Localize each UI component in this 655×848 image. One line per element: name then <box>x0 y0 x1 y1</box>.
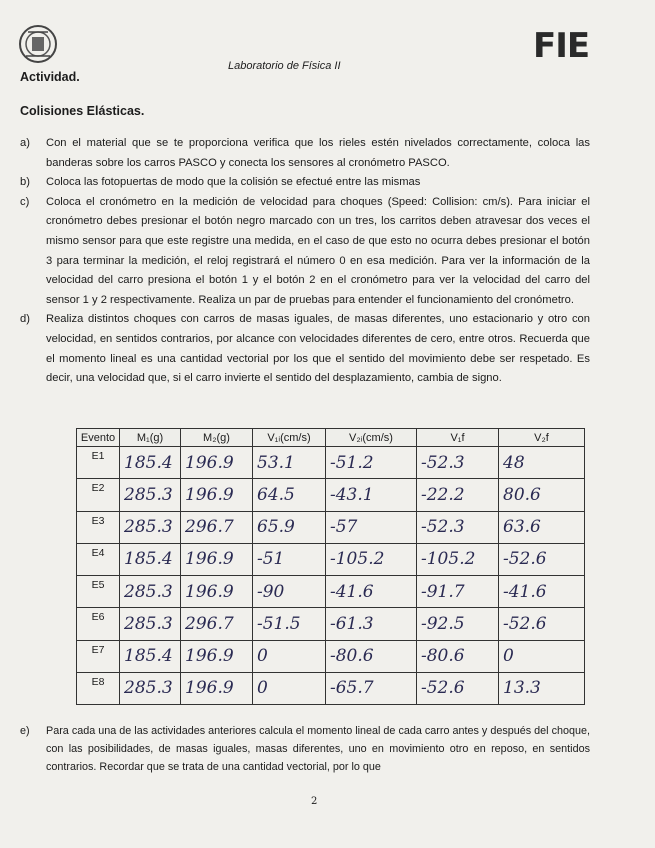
value-cell: -52.6 <box>499 608 585 640</box>
item-text: Coloca las fotopuertas de modo que la colisión se efectué entre las mismas <box>46 176 421 189</box>
table-row <box>77 672 585 704</box>
collision-data-table <box>76 428 585 705</box>
item-text: Para cada una de las actividades anteriores calcula el momento lineal de cada carro antes y después del choque, con las posibilidades, de masas iguales, masas diferentes, uno en movimiento otro en reposo, en sentidos contrarios. Recordar que se trata de una cantidad vectorial, por lo que <box>46 725 590 774</box>
table-row <box>77 543 585 575</box>
value-cell: -43.1 <box>326 479 417 511</box>
value-cell: 196.9 <box>181 640 253 672</box>
value-cell: 196.9 <box>181 543 253 575</box>
value-cell: -52.6 <box>499 543 585 575</box>
value-cell: 48 <box>499 447 585 479</box>
value-cell: 65.9 <box>253 511 326 543</box>
value-cell: 285.3 <box>120 576 181 608</box>
fie-logo-text: FIE <box>533 26 590 66</box>
value-cell: 185.4 <box>120 640 181 672</box>
list-item <box>20 134 590 173</box>
event-cell: E7 <box>77 640 120 672</box>
item-label: d) <box>20 313 30 326</box>
value-cell: -51 <box>253 543 326 575</box>
value-cell: 285.3 <box>120 608 181 640</box>
item-text: Con el material que se te proporciona verifica que los rieles estén nivelados correctamente, coloca las banderas sobre los carros PASCO y conecta los sensores al cronómetro PASCO. <box>46 137 590 169</box>
column-header: Evento <box>77 429 120 447</box>
value-cell: 185.4 <box>120 447 181 479</box>
value-cell: 0 <box>253 672 326 704</box>
table-row <box>77 576 585 608</box>
value-cell: -92.5 <box>417 608 499 640</box>
value-cell: 185.4 <box>120 543 181 575</box>
item-e <box>20 722 590 777</box>
value-cell: 196.9 <box>181 576 253 608</box>
university-seal-icon <box>18 24 58 64</box>
item-label: a) <box>20 137 30 149</box>
value-cell: 0 <box>499 640 585 672</box>
item-text: Realiza distintos choques con carros de masas iguales, de masas diferentes, uno estacionario y otro con velocidad, en sentidos contrarios, por alcance con velocidades diferentes de cero, entre otros. Recuerda que el momento lineal es una cantidad vectorial por los que el sentido del movimiento debe ser respetado. Es decir, una velocidad que, si el carro invierte el sentido del desplazamiento, cambia de signo. <box>46 313 590 385</box>
table-row <box>77 447 585 479</box>
value-cell: -80.6 <box>417 640 499 672</box>
value-cell: 285.3 <box>120 479 181 511</box>
value-cell: -41.6 <box>326 576 417 608</box>
item-label: c) <box>20 195 30 208</box>
column-header: V₁ᵢ(cm/s) <box>253 429 326 447</box>
fie-logo <box>533 24 593 68</box>
value-cell: 64.5 <box>253 479 326 511</box>
event-cell: E8 <box>77 672 120 704</box>
column-header: V₂f <box>499 429 585 447</box>
activity-heading: Actividad. <box>20 70 80 84</box>
table-row <box>77 640 585 672</box>
event-cell: E5 <box>77 576 120 608</box>
table-row <box>77 479 585 511</box>
value-cell: -51.2 <box>326 447 417 479</box>
value-cell: 196.9 <box>181 672 253 704</box>
value-cell: 196.9 <box>181 447 253 479</box>
value-cell: -105.2 <box>417 543 499 575</box>
event-cell: E3 <box>77 511 120 543</box>
section-title: Colisiones Elásticas. <box>20 104 145 118</box>
table-row <box>77 511 585 543</box>
event-cell: E6 <box>77 608 120 640</box>
column-header: V₁f <box>417 429 499 447</box>
value-cell: 296.7 <box>181 608 253 640</box>
event-cell: E1 <box>77 447 120 479</box>
instruction-list <box>20 134 590 389</box>
value-cell: -105.2 <box>326 543 417 575</box>
value-cell: 53.1 <box>253 447 326 479</box>
value-cell: -80.6 <box>326 640 417 672</box>
value-cell: 0 <box>253 640 326 672</box>
value-cell: 296.7 <box>181 511 253 543</box>
value-cell: -57 <box>326 511 417 543</box>
table-header-row <box>77 429 585 447</box>
item-label: b) <box>20 176 30 189</box>
value-cell: -22.2 <box>417 479 499 511</box>
list-item <box>20 310 590 388</box>
value-cell: 13.3 <box>499 672 585 704</box>
value-cell: 63.6 <box>499 511 585 543</box>
item-label: e) <box>20 725 30 737</box>
column-header: M₂(g) <box>181 429 253 447</box>
value-cell: 285.3 <box>120 672 181 704</box>
event-cell: E4 <box>77 543 120 575</box>
value-cell: -51.5 <box>253 608 326 640</box>
value-cell: -41.6 <box>499 576 585 608</box>
page-number: 2 <box>311 796 318 807</box>
table-row <box>77 608 585 640</box>
value-cell: 80.6 <box>499 479 585 511</box>
value-cell: -61.3 <box>326 608 417 640</box>
value-cell: -52.6 <box>417 672 499 704</box>
list-item <box>20 722 590 777</box>
value-cell: -65.7 <box>326 672 417 704</box>
value-cell: -52.3 <box>417 511 499 543</box>
value-cell: 285.3 <box>120 511 181 543</box>
item-text: Coloca el cronómetro en la medición de velocidad para choques (Speed: Collision: cm/s). Para iniciar el cronómetro debes presionar el botón negro marcado con un tres, los carritos deben atravesar dos veces el mismo sensor para que este registre una medida, en el caso de que esto no ocurra debes presionar el botón 3 para terminar la medición, el reloj registrará el número 0 en esa medición. Para ver la información de la velocidad del carro presiona el botón 1 y el botón 2 en el cronómetro para ver la velocidad del carro del sensor 1 y 2 respectivamente. Realiza un par de pruebas para entender el funcionamiento del cronómetro. <box>46 195 590 306</box>
value-cell: -52.3 <box>417 447 499 479</box>
list-item <box>20 173 590 193</box>
value-cell: -91.7 <box>417 576 499 608</box>
course-title: Laboratorio de Física II <box>228 60 341 72</box>
column-header: V₂ᵢ(cm/s) <box>326 429 417 447</box>
event-cell: E2 <box>77 479 120 511</box>
value-cell: -90 <box>253 576 326 608</box>
value-cell: 196.9 <box>181 479 253 511</box>
column-header: M₁(g) <box>120 429 181 447</box>
list-item <box>20 193 590 311</box>
